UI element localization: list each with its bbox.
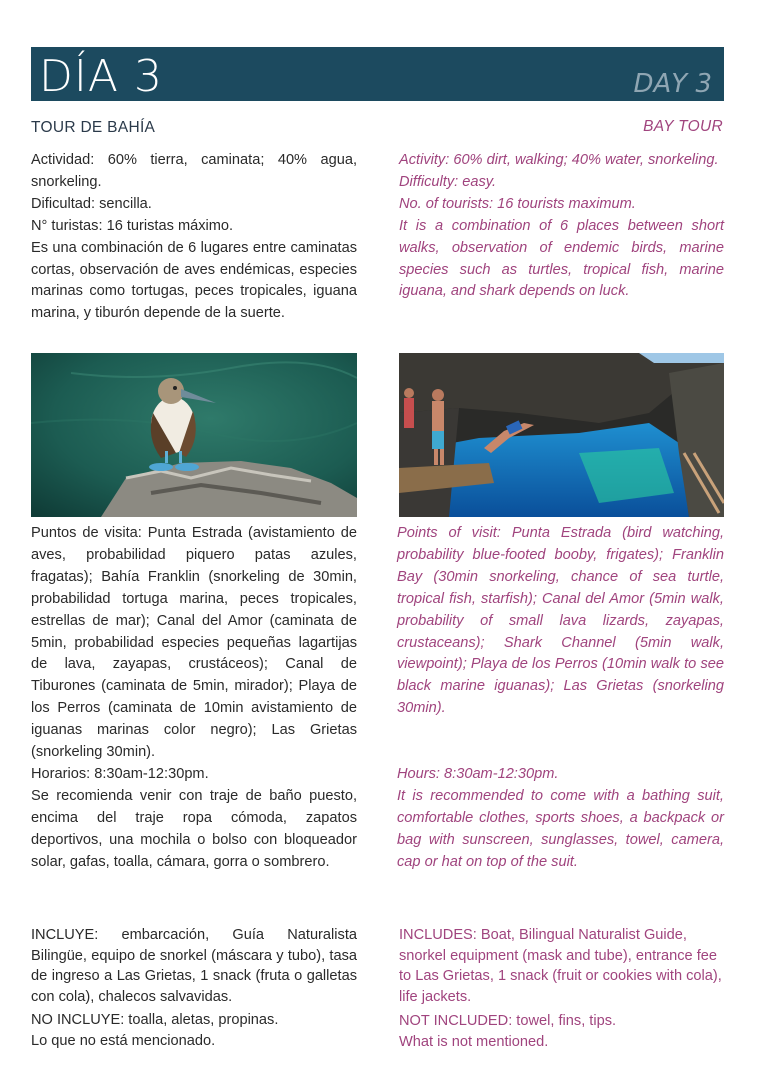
recommendation-es: Se recomienda venir con traje de baño puesto, encima del traje ropa cómoda, zapatos deportivos, una mochila o bolso con bloqueador solar, gafas, toalla, cámara, gorra o sombrero. — [31, 787, 357, 870]
includes-text-es: INCLUYE: embarcación, Guía Naturalista Bilingüe, equipo de snorkel (máscara y tubo), tasa de ingreso a Las Grietas, 1 snack (fruta o galletas con cola), chalecos salvavidas. — [31, 927, 357, 1005]
includes-es — [31, 925, 357, 1007]
includes-text-en: INCLUDES: Boat, Bilingual Naturalist Guide, snorkel equipment (mask and tube), entrance fee to Las Grietas, 1 snack (fruit or cookies with cola), life jackets. — [399, 927, 722, 1005]
not-included-line-1-es: NO INCLUYE: toalla, aletas, propinas. — [31, 1012, 279, 1028]
difficulty-en: Difficulty: easy. — [399, 173, 497, 190]
visit-points-en: Points of visit: Punta Estrada (bird watching, probability blue-footed booby, frigates); Franklin Bay (30min snorkeling, chance of sea turtle, tropical fish, starfish); Canal del Amor (5min walk, probability of small lava lizards, zayapas, crustaceans); Shark Channel (5min walk, viewpoint); Playa de los Perros (10min walk to see black marine iguanas); Las Grietas (snorkeling 30min). — [397, 525, 724, 717]
day-title-en: DAY 3 — [633, 69, 712, 99]
not-included-es — [31, 1010, 357, 1051]
not-included-line-2-en: What is not mentioned. — [399, 1033, 549, 1050]
not-included-line-1-en: NOT INCLUDED: towel, fins, tips. — [399, 1013, 617, 1029]
tourists-en: No. of tourists: 16 tourists maximum. — [399, 195, 636, 212]
not-included-line-2-es: Lo que no está mencionado. — [31, 1032, 216, 1049]
difficulty-es: Dificultad: sencilla. — [31, 195, 152, 212]
tourists-es: N° turistas: 16 turistas máximo. — [31, 217, 234, 234]
recommendation-en: It is recommended to come with a bathing suit, comfortable clothes, sports shoes, a backpack or bag with sunscreen, sunglasses, towel, camera, cap or hat on top of the suit. — [397, 788, 724, 870]
booby-photo — [31, 353, 357, 517]
intro-es — [31, 150, 357, 325]
hours-en: Hours: 8:30am-12:30pm. — [397, 766, 559, 782]
description-es: Es una combinación de 6 lugares entre caminatas cortas, observación de aves endémicas, especies marinas como tortugas, peces tropicales, iguana marina, y tiburón depende de la suerte. — [31, 239, 357, 322]
activity-es: Actividad: 60% tierra, caminata; 40% agua, snorkeling. — [31, 152, 357, 190]
tour-subtitle-es: TOUR DE BAHÍA — [31, 119, 156, 136]
las-grietas-photo — [399, 353, 724, 517]
activity-en: Activity: 60% dirt, walking; 40% water, snorkeling. — [399, 152, 719, 168]
intro-en — [399, 150, 724, 303]
tour-subtitle-en: BAY TOUR — [643, 118, 723, 135]
includes-en — [399, 925, 724, 1007]
description-en: It is a combination of 6 places between short walks, observation of endemic birds, marine species such as turtles, tropical fish, marine iguana, and shark depends on luck. — [399, 217, 724, 300]
visit-points-es: Puntos de visita: Punta Estrada (avistamiento de aves, probabilidad piquero patas azules, fragatas); Bahía Franklin (snorkeling de 30min, probabilidad tortuga marina, peces tropicales, estrellas de mar); Canal del Amor (caminata de 5min, probabilidad especies pequeñas lagartijas de lava, zayapas, crustáceos); Canal de Tiburones (caminata de 5min, mirador); Playa de los Perros (caminata de 10min avistamiento de iguanas marinas color negro); Las Grietas (snorkeling 30min). — [31, 525, 357, 761]
not-included-en — [399, 1011, 724, 1052]
hours-es: Horarios: 8:30am-12:30pm. — [31, 765, 209, 782]
details-es — [31, 523, 357, 874]
day-header-bar — [31, 47, 724, 101]
day-title-es: DÍA 3 — [39, 51, 163, 102]
